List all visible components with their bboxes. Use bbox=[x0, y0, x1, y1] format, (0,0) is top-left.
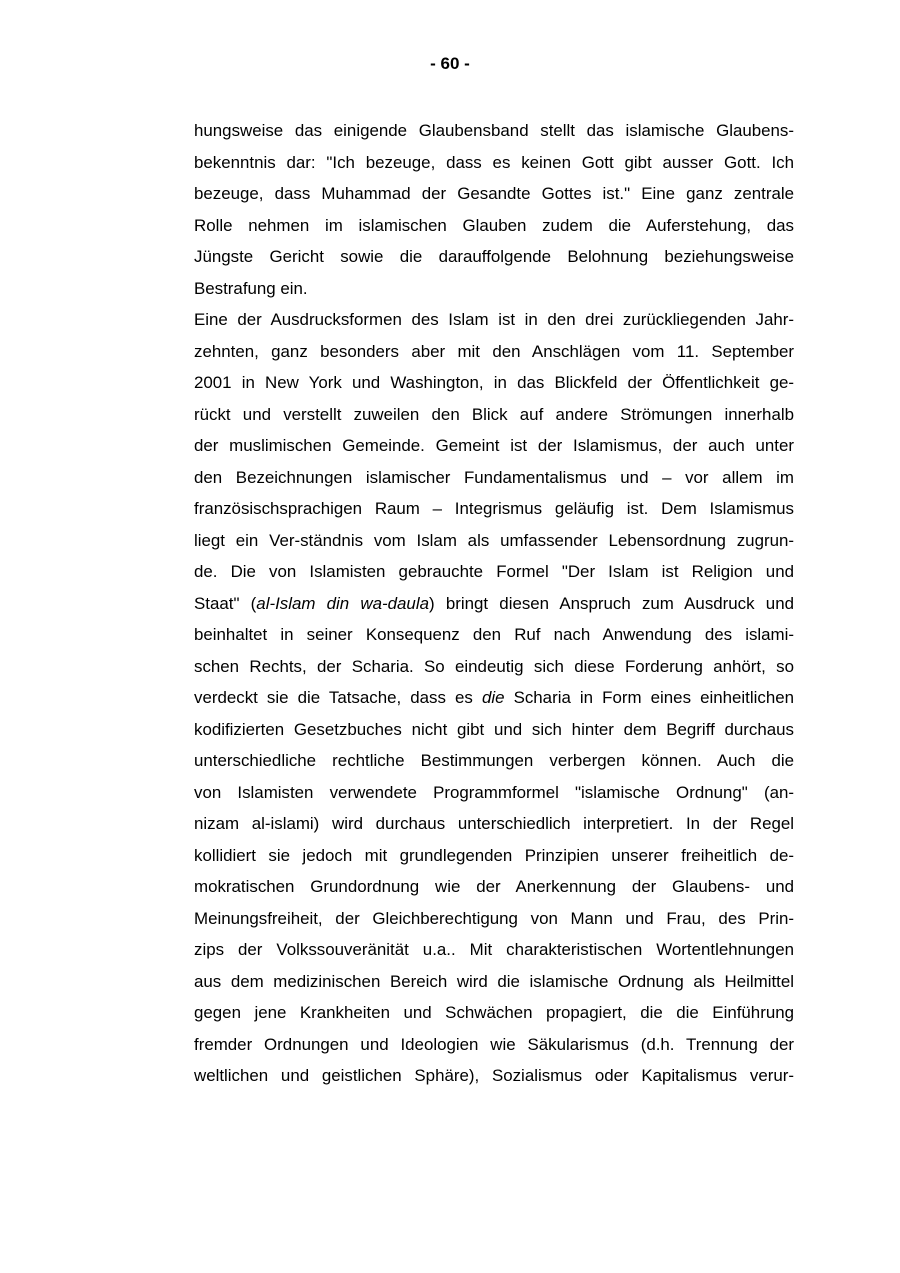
text-line: schen Rechts, der Scharia. So eindeutig sich diese Forderung anhört, so bbox=[194, 656, 794, 676]
text-segment: Staat" ( bbox=[194, 593, 257, 613]
text-line bbox=[194, 588, 794, 620]
text-line: Rolle nehmen im islamischen Glauben zudem die Auferstehung, das bbox=[194, 215, 794, 235]
text-line: beinhaltet in seiner Konsequenz den Ruf nach Anwendung des islami- bbox=[194, 625, 794, 644]
text-line bbox=[194, 682, 794, 714]
text-line: den Bezeichnungen islamischer Fundamentalismus und – vor allem im bbox=[194, 467, 794, 487]
text-line: mokratischen Grundordnung wie der Anerkennung der Glaubens- und bbox=[194, 877, 794, 896]
body-text bbox=[194, 115, 794, 1092]
italic-term: al-Islam din wa-daula bbox=[256, 593, 429, 613]
text-line: 2001 in New York und Washington, in das Blickfeld der Öffentlichkeit ge- bbox=[194, 373, 794, 392]
text-line: zips der Volkssouveränität u.a.. Mit charakteristischen Wortentlehnungen bbox=[194, 940, 794, 959]
text-line: unterschiedliche rechtliche Bestimmungen verbergen können. Auch die bbox=[194, 751, 794, 770]
text-line: bezeuge, dass Muhammad der Gesandte Gottes ist." Eine ganz zentrale bbox=[194, 184, 794, 203]
text-line: bekenntnis dar: "Ich bezeuge, dass es keinen Gott gibt ausser Gott. Ich bbox=[194, 152, 794, 172]
text-line: Jüngste Gericht sowie die darauffolgende Belohnung beziehungsweise bbox=[194, 247, 794, 266]
text-line: Eine der Ausdrucksformen des Islam ist in den drei zurückliegenden Jahr- bbox=[194, 310, 794, 329]
italic-term: die bbox=[481, 688, 505, 707]
text-line: von Islamisten verwendete Programmformel "islamische Ordnung" (an- bbox=[194, 782, 794, 802]
text-segment: ) bringt diesen Anspruch zum Ausdruck und bbox=[428, 593, 794, 613]
text-line: aus dem medizinischen Bereich wird die islamische Ordnung als Heilmittel bbox=[194, 971, 794, 991]
text-line: französischsprachigen Raum – Integrismus geläufig ist. Dem Islamismus bbox=[194, 499, 794, 518]
text-segment: Scharia in Form eines einheitlichen bbox=[504, 688, 794, 707]
text-line: Meinungsfreiheit, der Gleichberechtigung von Mann und Frau, des Prin- bbox=[194, 908, 794, 928]
text-line: de. Die von Islamisten gebrauchte Formel "Der Islam ist Religion und bbox=[194, 562, 794, 581]
text-line: hungsweise das einigende Glaubensband stellt das islamische Glaubens- bbox=[194, 121, 794, 140]
text-line: rückt und verstellt zuweilen den Blick auf andere Strömungen innerhalb bbox=[194, 404, 794, 424]
text-segment: verdeckt sie die Tatsache, dass es bbox=[194, 688, 482, 707]
text-line: fremder Ordnungen und Ideologien wie Säkularismus (d.h. Trennung der bbox=[194, 1034, 794, 1054]
page-number: - 60 - bbox=[430, 54, 470, 73]
text-line: kodifizierten Gesetzbuches nicht gibt und sich hinter dem Begriff durchaus bbox=[194, 719, 794, 739]
text-line: weltlichen und geistlichen Sphäre), Sozialismus oder Kapitalismus verur- bbox=[194, 1066, 794, 1085]
text-line: der muslimischen Gemeinde. Gemeint ist der Islamismus, der auch unter bbox=[194, 436, 794, 455]
text-line: gegen jene Krankheiten und Schwächen propagiert, die die Einführung bbox=[194, 1003, 794, 1022]
text-line: Bestrafung ein. bbox=[194, 278, 308, 298]
text-line: kollidiert sie jedoch mit grundlegenden Prinzipien unserer freiheitlich de- bbox=[194, 845, 794, 865]
text-line: zehnten, ganz besonders aber mit den Anschlägen vom 11. September bbox=[194, 341, 794, 361]
text-line: liegt ein Ver-ständnis vom Islam als umfassender Lebensordnung zugrun- bbox=[194, 530, 794, 550]
text-line: nizam al-islami) wird durchaus unterschiedlich interpretiert. In der Regel bbox=[194, 814, 794, 833]
